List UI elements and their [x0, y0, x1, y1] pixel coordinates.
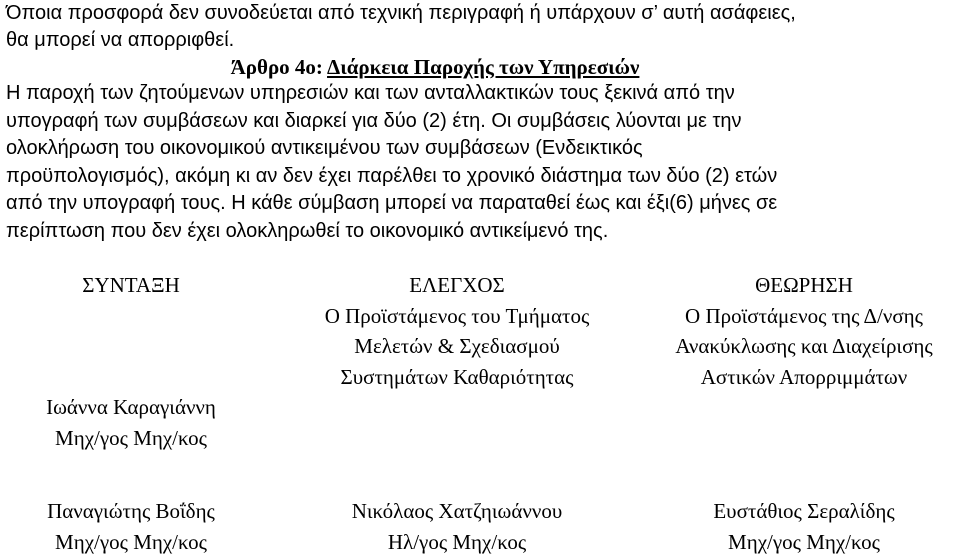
signature-block-checked [290, 270, 624, 392]
signatory-bottom-3 [648, 496, 960, 557]
body-line: προϋπολογισμός), ακόμη κι αν δεν έχει παρέλθει το χρονικό διάστημα των δύο (2) ετών [6, 163, 956, 191]
body-line: ολοκλήρωση του οικονομικού αντικειμένου των συμβάσεων (Ενδεικτικός [6, 135, 956, 163]
signature-space [0, 331, 262, 362]
signature-space [0, 301, 262, 332]
body-line: Η παροχή των ζητούμενων υπηρεσιών και των ανταλλακτικών τους ξεκινά από την [6, 80, 956, 108]
article-title: Διάρκεια Παροχής των Υπηρεσιών [327, 55, 639, 79]
signatory-title: Μηχ/γος Μηχ/κος [0, 423, 262, 454]
body-line: περίπτωση που δεν έχει ολοκληρωθεί το οικονομικό αντικείμενό της. [6, 218, 956, 246]
body-line: υπογραφή των συμβάσεων και διαρκεί για δύο (2) έτη. Οι συμβάσεις λύονται με την [6, 108, 956, 136]
signatory-name: Νικόλαος Χατζηιωάννου [290, 496, 624, 527]
signatory-title: Μηχ/γος Μηχ/κος [0, 527, 262, 557]
signatory-name: Παναγιώτης Βοΐδης [0, 496, 262, 527]
signature-heading: ΘΕΩΡΗΣΗ [648, 270, 960, 301]
signatory-role: Ο Προϊστάμενος της Δ/νσης [648, 301, 960, 332]
signature-heading: ΕΛΕΓΧΟΣ [290, 270, 624, 301]
signatory-title: Μηχ/γος Μηχ/κος [648, 527, 960, 557]
signature-block-reviewed [648, 270, 960, 392]
signatory-role: Ανακύκλωσης και Διαχείρισης [648, 331, 960, 362]
signatory-title: Ηλ/γος Μηχ/κος [290, 527, 624, 557]
signatory-name: Ευστάθιος Σεραλίδης [648, 496, 960, 527]
signature-space [0, 362, 262, 393]
signatory-role: Συστημάτων Καθαριότητας [290, 362, 624, 393]
article-heading [0, 54, 870, 81]
body-line: από την υπογραφή τους. Η κάθε σύμβαση μπορεί να παραταθεί έως και έξι(6) μήνες σε [6, 190, 956, 218]
signatory-role: Ο Προϊστάμενος του Τμήματος [290, 301, 624, 332]
signatory-role: Αστικών Απορριμμάτων [648, 362, 960, 393]
intro-line: θα μπορεί να απορριφθεί. [6, 27, 956, 54]
intro-line: Όποια προσφορά δεν συνοδεύεται από τεχνική περιγραφή ή υπάρχουν σ’ αυτή ασάφειες, [6, 0, 956, 27]
signatory-name: Ιωάννα Καραγιάννη [0, 392, 262, 423]
intro-paragraph [6, 0, 956, 54]
article-number: Άρθρο 4ο: [231, 55, 323, 79]
signature-block-compiled [0, 270, 262, 453]
signatory-role: Μελετών & Σχεδιασμού [290, 331, 624, 362]
article-body [6, 80, 956, 245]
signatory-bottom-2 [290, 496, 624, 557]
signature-heading: ΣΥΝΤΑΞΗ [0, 270, 262, 301]
signatory-bottom-1 [0, 496, 262, 557]
